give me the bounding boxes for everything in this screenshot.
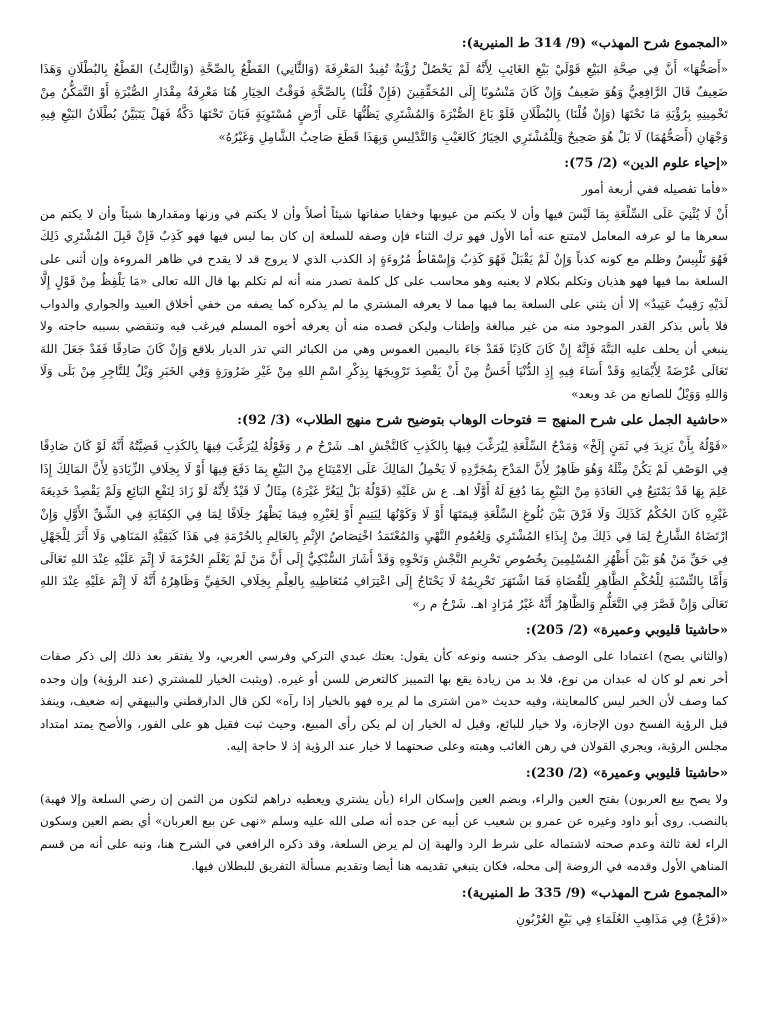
section-paragraph: ولا يصح بيع العربون) بفتح العين والراء، وبضم العين وإسكان الراء (بأن يشتري ويعطيه دراهم لتكون من الثمن إن رضي السلعة وإلا فهبة) بالنصب. روى أبو داود وغيره عن عمرو بن شعيب عن أبيه عن جده أنه صلى الله عليه وسلم «نهى عن بيع العربان» أي بضم العين وسكون الراء لغة ثالثة وعدم صحته لاشتماله على شرط الرد والهبة إن لم يرض السلعة، وقد ذكره الرافعي في الشرح هنا، ونبه على أنه من قسم المناهي الأول وقدمه في الروضة إلى محله، فكان ينبغي تقديمه هنا أيضا وتقديم مسألة التفريق للبطلان فيها.: [40, 791, 728, 873]
section-heading: «حاشيتا قليوبي وعميرة» (2/ 230):: [525, 765, 728, 781]
section-paragraph: أَنْ لَا يُثْنِيَ عَلَى السِّلْعَةِ بِمَا لَيْسَ فيها وأن لا يكتم من عيوبها وخفايا صفاتها شيئاً أصلاً وأن لا يكتم في وزنها ومقدارها شيئاً وأن لا يكتم من سعرها ما لو عرفه المعامل لامتنع عنه أما الأول فهو ترك الثناء فإن وصفه للسلعة إن كان بما ليس فيها فهو كَذِبٌ فَإِنْ قَبِلَ المُشْتَرِي ذَلِكَ فَهُوَ تَلْبِيسٌ وظلم مع كونه كذباً وَإِنْ لَمْ يَقْبَلْ فَهُوَ كَذِبٌ وَإِسْقَاطُ مُرُوءَةٍ إذ الكذب الذي لا يروج قد لا يقدح في ظاهر المروءة وإن أثنى على السلعة بما فيها فهو هذيان وتكلم بكلام لا يعنيه وهو محاسب على كل كلمة تصدر منه أنه لم تكلم بها قال الله تعالى «مَا يَلْفِظُ مِنْ قَوْلٍ إِلَّا لَدَيْهِ رَقِيبٌ عَتِيدٌ» إلا أن يثني على السلعة بما فيها مما لا يعرفه المشتري ما لم يذكره كما يصفه من خفي أخلاق العبيد والجواري والدواب فلا بأس بذكر القدر الموجود منه من غير مبالغة وإطناب وليكن قصده منه أن يعرفه أخوه المسلم فيرغب فيه وتنقضي بسببه حاجته ولا ينبغي أن يحلف عليه البَتَّةَ فَإِنَّهُ إِنْ كَانَ كَاذِبًا فَقَدْ جَاءَ باليمين الغموس وهي من الكبائر التي تذر الديار بلاقع وَإِنْ كَانَ صَادِقًا فَقَدْ جَعَلَ اللهَ تَعَالَى عُرْضَةً لِأَيْمَانِهِ وَقَدْ أَسَاءَ فِيهِ إِذِ الدُّنْيَا أَخَسُّ مِنْ أَنْ يَقْصِدَ تَرْوِيجَهَا بِذِكْرِ اسْمِ اللهِ مِنْ غَيْرِ ضَرُورَةٍ وَفِي الخَبَرِ وَيْلٌ لِلتَّاجِرِ مِنْ بَلَى وَلَا وَاللهِ وَوَيْلٌ للصانع من غد وبعد»: [40, 206, 729, 401]
section-ihya: [40, 154, 728, 405]
section-heading: «إحياء علوم الدين» (2/ 75):: [564, 156, 728, 171]
section-majmu-314: [40, 34, 728, 148]
section-heading: «حاشية الجمل على شرح المنهج = فتوحات الوهاب بتوضيح شرح منهج الطلاب» (3/ 92):: [237, 413, 728, 428]
section-majmu-335: [40, 884, 728, 931]
section-heading: «المجموع شرح المهذب» (9/ 314 ط المنيرية):: [461, 36, 728, 51]
section-paragraph: «قَوْلُهُ بِأَنْ يَزِيدَ فِي ثَمَنٍ إِلَخْ» وَمَدْحُ السِّلْعَةِ لِيُرَغِّبَ فِيهَا بِالكَذِبِ كَالنَّجْشِ اهـ. شَرْحُ م ر وَقَوْلُهُ لِيُرَغِّبَ فِيهَا بِالكَذِبِ قَضِيَّتُهُ أَنَّهُ لَوْ كَانَ صَادِقًا فِي الوَصْفِ لَمْ يَكُنْ مِثْلَهُ وَهُوَ ظَاهِرٌ لِأَنَّ المَدْحَ بِمُجَرَّدِهِ لَا يَحْمِلُ المَالِكَ عَلَى الِامْتِنَاعِ مِنْ البَيْعِ بِمَا دَفَعَ فِيهَا أَوْ لَا بِخِلَافِ الزِّيَادَةِ لِأَنَّ المَالِكَ إِذَا عَلِمَ بِهَا قَدْ يَمْتَنِعُ فِي العَادَةِ مِنْ البَيْعِ بِمَا دُفِعَ لَهُ أَوَّلًا اهـ. ع ش عَلَيْهِ (قَوْلُهُ بَلْ لِيَغُرَّ غَيْرَهُ) مِثَالٌ لَا قَيْدٌ لِأَنَّهُ لَوْ زَادَ لِنَفْعِ البَائِعِ وَلَمْ يَقْصِدْ خَدِيعَةَ غَيْرِهِ كَانَ الحُكْمُ كَذَلِكَ وَلَا فَرْقَ بَيْنَ بُلُوغِ السِّلْعَةِ قِيمَتَهَا أَوْ لَا وَكَوْنُهَا لِيَتِيمٍ أَوْ لِغَيْرِهِ فِيمَا يَظْهَرُ خِلَافًا لِمَا فِي الكِفَايَةِ فِي الشِّقِّ الأَوَّلِ وَإِنْ ارْتَضَاهُ الشَّارِحُ لِمَا فِي ذَلِكَ مِنْ إِيذَاءِ المُشْتَرِي وَلِعُمُومِ النَّهْيِ وَالمُعْتَمَدُ اخْتِصَاصُ الإِثْمِ بِالعَالِمِ بِالحُرْمَةِ فِي هَذَا كَبَقِيَّةِ المَنَاهِي وَلَا أَثَرَ لِلْجَهْلِ فِي حَقِّ مَنْ هُوَ بَيْنَ أَظْهُرِ المُسْلِمِينَ بِخُصُوصِ تَحْرِيمِ النَّجْشِ وَنَحْوِهِ وَقَدْ أَشَارَ السُّبْكِيُّ إِلَى أَنَّ مَنْ لَمْ يَعْلَمِ الحُرْمَةَ لَا إِثْمَ عَلَيْهِ عِنْدَ اللهِ تَعَالَى وَأَمَّا بِالنِّسْبَةِ لِلْحُكْمِ الظَّاهِرِ لِلْقُضَاةِ فَمَا اشْتَهَرَ تَحْرِيمُهُ لَا يَحْتَاجُ إِلَى اعْتِرَافِ مُتَعَاطِيهِ بِالعِلْمِ بِخِلَافِ الخَفِيِّ وَظَاهِرُهُ أَنَّهُ لَا إِثْمَ عَلَيْهِ عِنْدَ اللهِ تَعَالَى وَإِنْ قَصَّرَ فِي التَّعَلُّمِ وَالظَّاهِرُ أَنَّهُ غَيْرُ مُرَادٍ اهـ. شَرْحُ م ر»: [40, 439, 728, 611]
section-paragraph: «(فَرْعٌ) فِي مَذَاهِبِ العُلَمَاءِ فِي بَيْعِ العُرْبُونِ: [516, 911, 728, 926]
section-heading: «حاشيتا قليوبي وعميرة» (2/ 205):: [525, 623, 728, 638]
section-paragraph: «أَصَحُّهَا» أَنَّ فِي صِحَّةِ البَيْعِ قَوْلَيْ بَيْعِ الغَائِبِ لِأَنَّهُ لَمْ يَحْصُلْ رُؤْيَةٌ تُفِيدُ المَعْرِفَةَ (وَالثَّانِي) القَطْعُ بِالصِّحَّةِ (وَالثَّالِثُ) القَطْعُ بِالبُطْلَانِ وَهَذَا ضَعِيفٌ قَالَ الرَّافِعِيُّ وَهُوَ ضَعِيفٌ وَإِنْ كَانَ مَنْسُوبًا إِلَى المُحَقِّقِينَ (فَإِنْ قُلْنَا) بِالصِّحَّةِ فَوَقْتُ الخِيَارِ هُنَا مَعْرِفَةُ مِقْدَارِ الصُّبْرَةِ أَوْ التَّمَكُّنُ مِنْ تَخْمِينِهِ بِرُؤْيَةِ مَا تَحْتَهَا (وَإِنْ قُلْنَا) بِالبُطْلَانِ فَلَوْ بَاعَ الصُّبْرَةَ وَالمُشْتَرِي يَظُنُّهَا عَلَى أَرْضٍ مُسْتَوِيَةٍ فَبَانَ تَحْتَهَا دَكَّةٌ فَهَلْ يَتَبَيَّنُ بُطْلَانُ البَيْعِ فِيهِ وَجْهَانِ (أَصَحُّهُمَا) لَا بَلْ هُوَ صَحِيحٌ وَلِلْمُشْتَرِي الخِيَارُ كَالعَيْبِ وَالتَّدْلِيسِ وَبِهَذَا قَطَعَ صَاحِبُ الشَّامِلِ وَغَيْرُهُ»: [40, 62, 728, 144]
section-qalyubi-205: [40, 621, 728, 758]
section-qalyubi-230: [40, 764, 728, 878]
section-paragraph: «فأما تفصيله ففي أربعة أمور: [581, 182, 728, 196]
section-paragraph: (والثاني يصح) اعتمادا على الوصف بذكر جنسه ونوعه كأن يقول: بعتك عبدي التركي وفرسي العربي، ولا يفتقر بعد ذلك إلى ذكر صفات أخر نعم لو كان له عبدان من نوع، فلا بد من زيادة يقع بها التمييز كالتعرض للسن أو غيره. (ويثبت الخيار للمشتري (عند الرؤية) وإن وجده كما وصف لأن الخبر ليس كالمعاينة، وفيه حديث «من اشترى ما لم يره فهو بالخيار إذا رآه» لكن قال الدارقطني والبيهقي إنه ضعيف، وينفذ قبل الرؤية الفسخ دون الإجازة، ولا خيار للبائع، وقيل له الخيار إن لم يكن رأى المبيع، وحيث ثبت فقيل هو على الفور، والأصح يمتد امتداد مجلس الرؤية، ويجري القولان في رهن الغائب وهبته وعلى صحتهما لا خيار عند الرؤية إذ لا حاجة إليه.: [40, 649, 728, 753]
section-hashiyat-al-jamal: [40, 411, 728, 615]
section-heading: «المجموع شرح المهذب» (9/ 335 ط المنيرية):: [461, 885, 728, 901]
